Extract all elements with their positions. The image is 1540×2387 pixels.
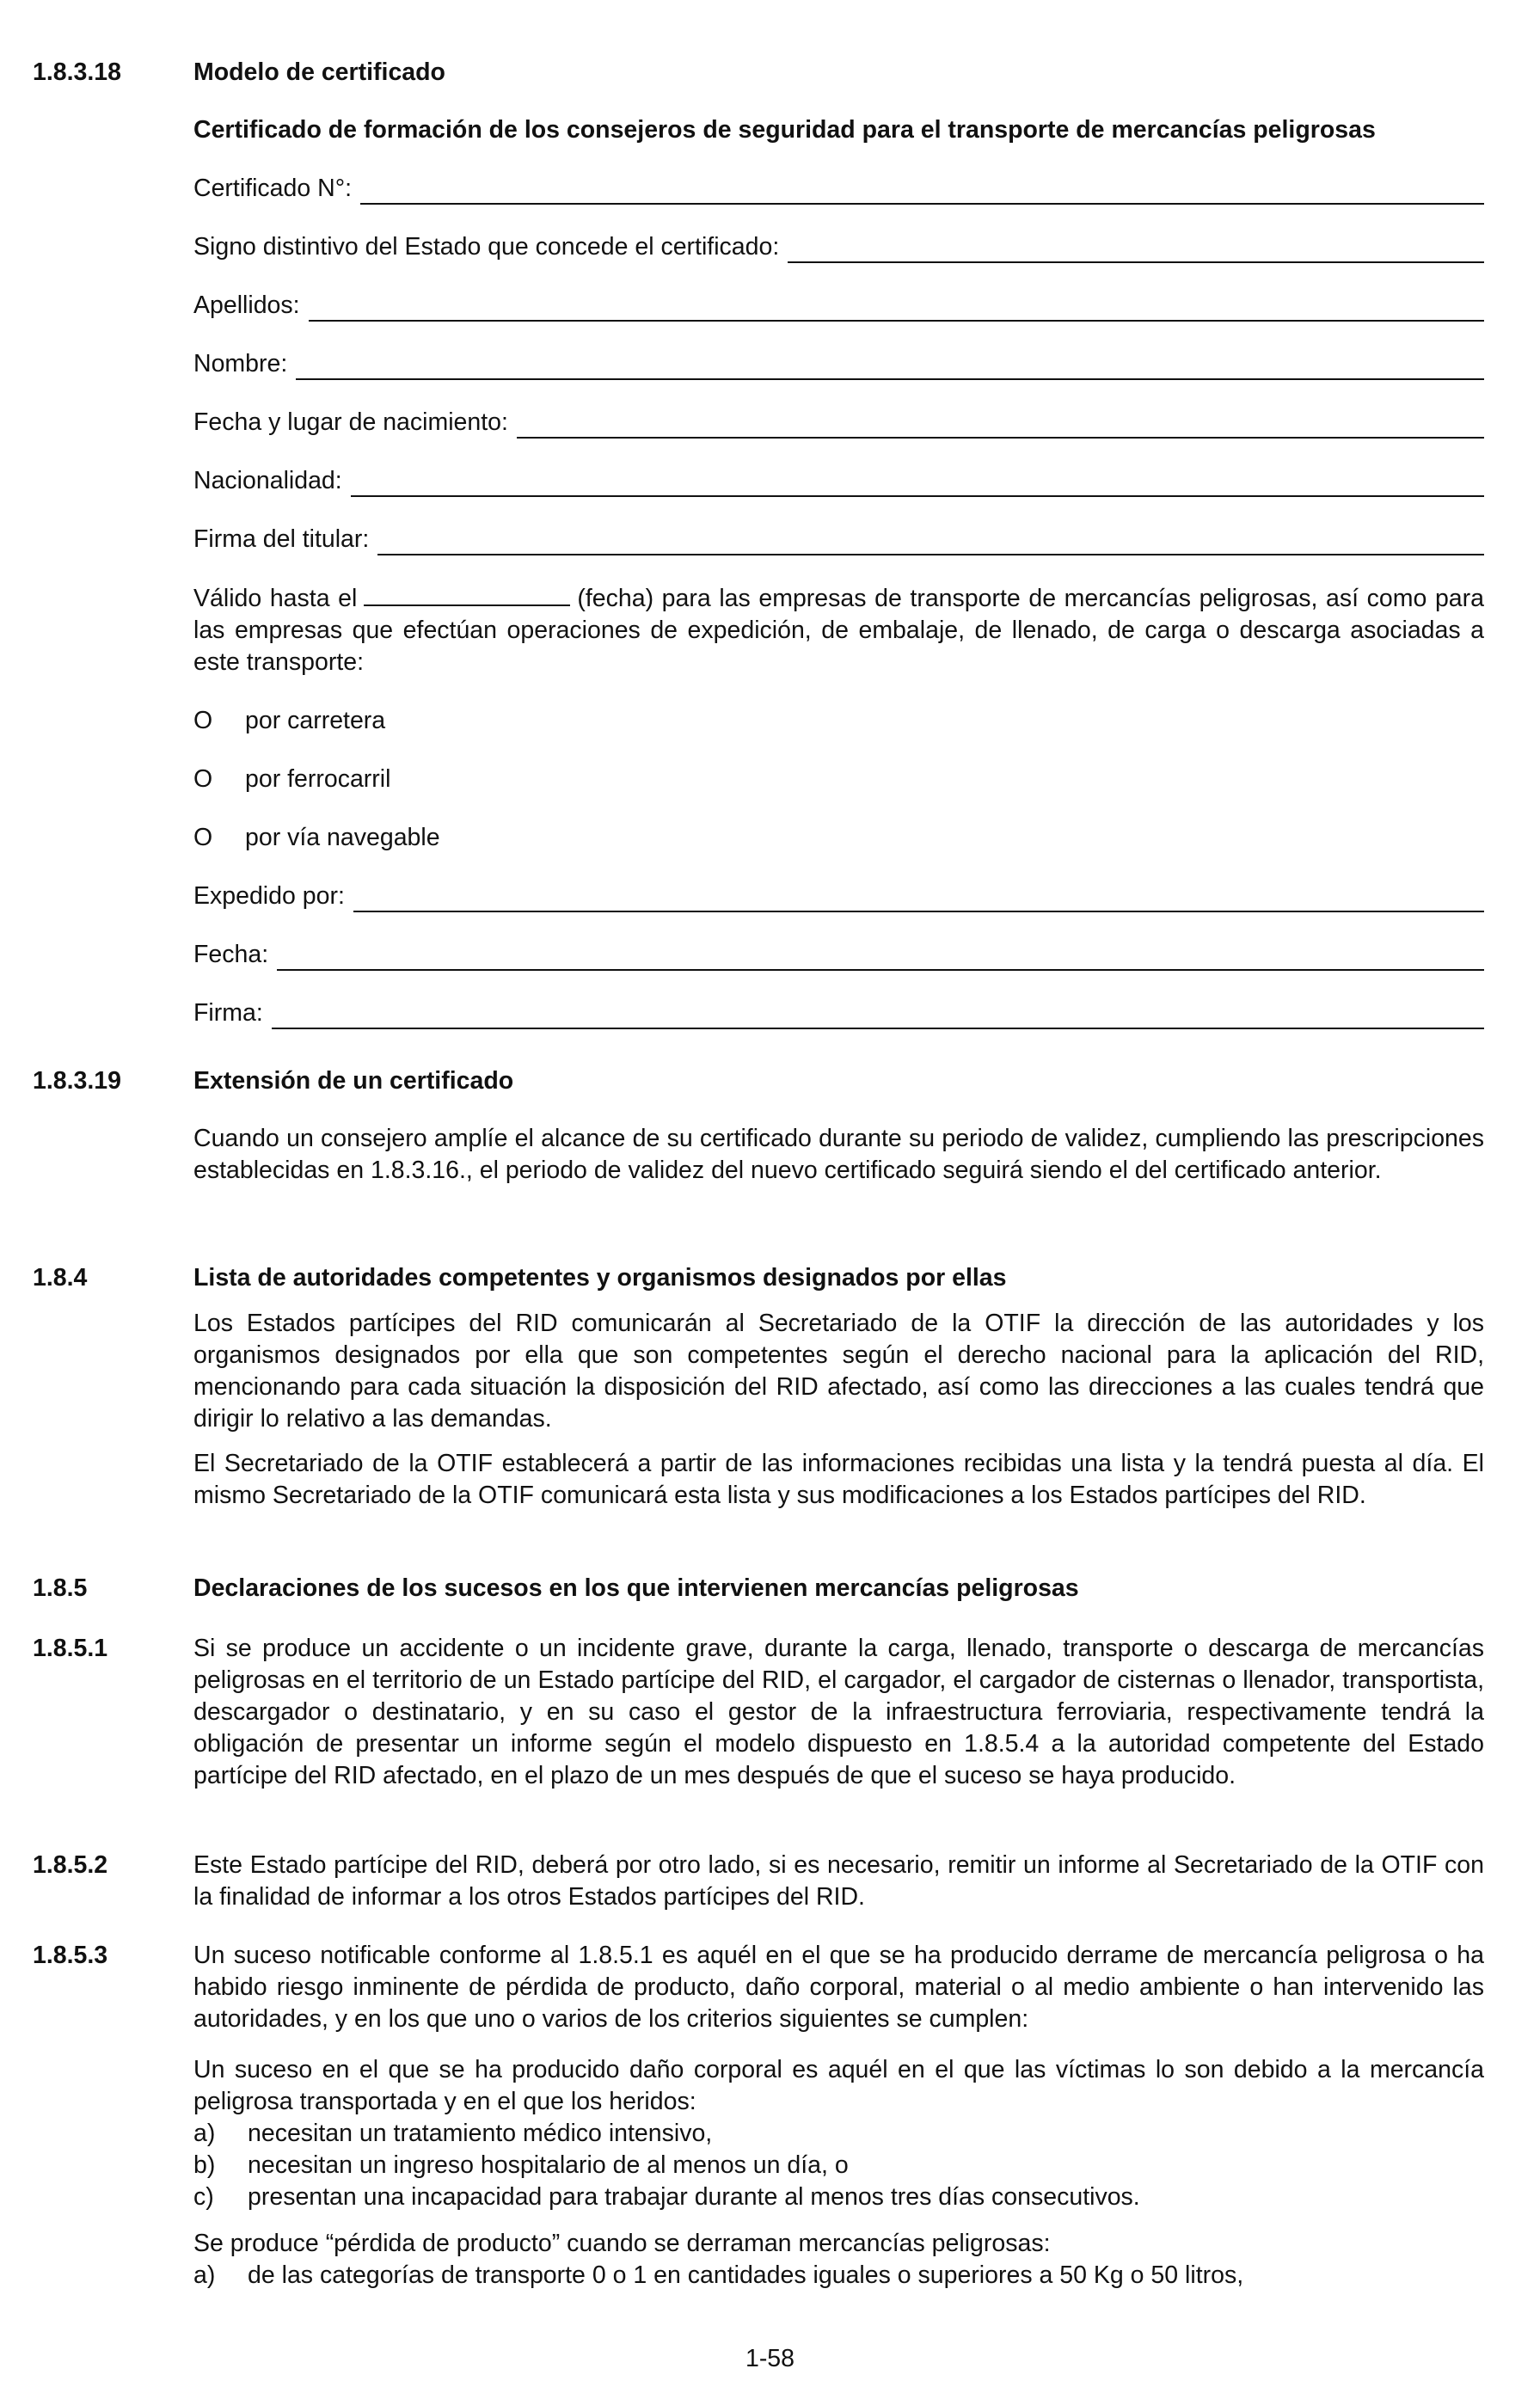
section-1-8-4 [33, 1262, 1484, 1512]
section-number: 1.8.3.19 [33, 1067, 122, 1095]
option-label: por carretera [245, 707, 386, 734]
paragraph: Si se produce un accidente o un incidente grave, durante la carga, llenado, transporte o descarga de mercancías peligrosas en el territorio de un Estado partícipe del RID, el cargador, el cargador de cisternas o llenador, transportista, descargador o destinatario, y en su caso el gestor de la infraestructura ferroviaria, respectivamente tendrá la obligación de presentar un informe según el modelo dispuesto en 1.8.5.4 a la autoridad competente del Estado partícipe del RID afectado, en el plazo de un mes después de que el suceso se haya producido. [193, 1635, 1484, 1789]
field-fecha [193, 939, 1484, 971]
field-nacionalidad [193, 465, 1484, 497]
option-label: por ferrocarril [245, 765, 391, 793]
paragraph: Un suceso en el que se ha producido daño corporal es aquél en el que las víctimas lo son debido a la mercancía peligrosa transportada y en el que los heridos: [193, 2056, 1484, 2115]
list-item [193, 2260, 1484, 2292]
section-1-8-5 [33, 1573, 1484, 1605]
section-number: 1.8.4 [33, 1264, 88, 1292]
blank-line [351, 471, 1484, 497]
blank-line [296, 354, 1484, 380]
option-marker: O [193, 824, 213, 851]
list-marker: a) [193, 2120, 216, 2147]
paragraph: Un suceso notificable conforme al 1.8.5.1 es aquél en el que se ha producido derrame de mercancía peligrosa o ha habido riesgo inminente de pérdida de producto, daño corporal, material o al medio ambiente o han intervenido las autoridades, y en los que uno o varios de los criterios siguientes se cumplen: [193, 1942, 1484, 2033]
section-title: Modelo de certificado [193, 58, 445, 86]
date-blank-line [364, 582, 570, 606]
list-marker: c) [193, 2183, 214, 2211]
section-1-8-5-2 [33, 1850, 1484, 1913]
option-via-navegable [193, 822, 1484, 854]
field-signo-distintivo [193, 231, 1484, 263]
field-fecha-lugar-nacimiento [193, 407, 1484, 439]
validity-lead: Válido hasta el [193, 585, 358, 612]
section-number: 1.8.3.18 [33, 58, 122, 86]
field-nombre [193, 348, 1484, 380]
blank-line [360, 179, 1484, 205]
product-loss-list [193, 2260, 1484, 2292]
paragraph: Este Estado partícipe del RID, deberá por otro lado, si es necesario, remitir un informe al Secretariado de la OTIF con la finalidad de informar a los otros Estados partícipes del RID. [193, 1851, 1484, 1911]
blank-line [353, 887, 1484, 912]
section-title: Lista de autoridades competentes y organismos designados por ellas [193, 1264, 1007, 1292]
field-firma [193, 997, 1484, 1029]
field-label: Firma: [193, 999, 263, 1027]
paragraph: Cuando un consejero amplíe el alcance de su certificado durante su periodo de validez, cumpliendo las prescripciones establecidas en 1.8.3.16., el periodo de validez del nuevo certificado seguirá siendo el del certificado anterior. [193, 1125, 1484, 1184]
paragraph: Se produce “pérdida de producto” cuando se derraman mercancías peligrosas: [193, 2230, 1051, 2257]
section-number: 1.8.5 [33, 1574, 88, 1602]
blank-line [377, 530, 1484, 555]
option-ferrocarril [193, 764, 1484, 795]
field-apellidos [193, 290, 1484, 322]
paragraph: Los Estados partícipes del RID comunicarán al Secretariado de la OTIF la dirección de las autoridades y los organismos designados por ella que son competentes según el derecho nacional para la aplicación del RID, mencionando para cada situación la disposición del RID afectado, así como las direcciones a las cuales tendrá que dirigir lo relativo a las demandas. [193, 1310, 1484, 1433]
option-marker: O [193, 707, 213, 734]
list-text: necesitan un ingreso hospitalario de al menos un día, o [248, 2151, 849, 2179]
field-expedido-por [193, 881, 1484, 912]
field-label: Fecha: [193, 941, 269, 968]
field-label: Nacionalidad: [193, 467, 342, 494]
field-label: Fecha y lugar de nacimiento: [193, 408, 508, 436]
section-number: 1.8.5.1 [33, 1635, 108, 1662]
field-certificado-no [193, 173, 1484, 205]
field-label: Nombre: [193, 350, 288, 377]
section-number: 1.8.5.2 [33, 1851, 108, 1879]
list-text: necesitan un tratamiento médico intensivo, [248, 2120, 713, 2147]
field-firma-titular [193, 524, 1484, 555]
field-label: Apellidos: [193, 291, 300, 319]
page-number: 1-58 [745, 2345, 795, 2372]
option-carretera [193, 705, 1484, 737]
option-marker: O [193, 765, 213, 793]
list-text: de las categorías de transporte 0 o 1 en cantidades iguales o superiores a 50 Kg o 50 litros, [248, 2261, 1244, 2289]
section-number: 1.8.5.3 [33, 1942, 108, 1969]
blank-line [788, 237, 1484, 263]
section-1-8-3-18 [33, 57, 1484, 1029]
list-text: presentan una incapacidad para trabajar durante al menos tres días consecutivos. [248, 2183, 1140, 2211]
blank-line [517, 413, 1484, 439]
list-marker: a) [193, 2261, 216, 2289]
section-1-8-5-3 [33, 1940, 1484, 2292]
injury-criteria-list [193, 2118, 1484, 2213]
section-1-8-5-1 [33, 1633, 1484, 1792]
section-title: Extensión de un certificado [193, 1067, 514, 1095]
validity-paragraph [193, 582, 1484, 678]
list-marker: b) [193, 2151, 216, 2179]
field-label: Firma del titular: [193, 525, 370, 553]
blank-line [272, 1003, 1484, 1029]
section-title: Declaraciones de los sucesos en los que intervienen mercancías peligrosas [193, 1574, 1079, 1602]
list-item [193, 2118, 1484, 2150]
field-label: Signo distintivo del Estado que concede el certificado: [193, 233, 780, 261]
certificate-title: Certificado de formación de los consejeros de seguridad para el transporte de mercancías peligrosas [193, 116, 1376, 144]
blank-line [309, 296, 1484, 322]
validity-text: (fecha) para las empresas de transporte de mercancías peligrosas, así como para las empresas que efectúan operaciones de expedición, de embalaje, de llenado, de carga o descarga asociadas a este transporte: [193, 585, 1484, 676]
section-1-8-3-19 [33, 1065, 1484, 1187]
option-label: por vía navegable [245, 824, 440, 851]
field-label: Expedido por: [193, 882, 345, 910]
paragraph: El Secretariado de la OTIF establecerá a partir de las informaciones recibidas una lista y la tendrá puesta al día. El mismo Secretariado de la OTIF comunicará esta lista y sus modificaciones a los Estados partícipes del RID. [193, 1450, 1484, 1509]
list-item [193, 2150, 1484, 2181]
blank-line [277, 945, 1484, 971]
field-label: Certificado N°: [193, 175, 353, 202]
list-item [193, 2181, 1484, 2213]
